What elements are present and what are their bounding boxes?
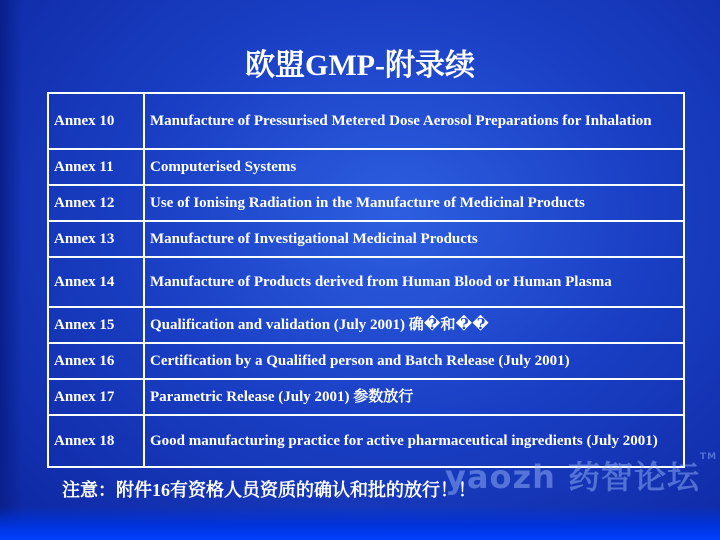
annex-number: Annex 15 — [48, 307, 144, 343]
annex-description: Manufacture of Pressurised Metered Dose Aerosol Preparations for Inhalation — [144, 93, 684, 149]
watermark-logo — [445, 452, 717, 498]
note-text: 注意：附件16有资格人员资质的确认和批的放行！！ — [62, 480, 476, 500]
slide-title: 欧盟GMP-附录续 — [245, 49, 475, 82]
table-row — [48, 343, 684, 379]
annex-number: Annex 17 — [48, 379, 144, 415]
annex-number: Annex 10 — [48, 93, 144, 149]
annex-description: Good manufacturing practice for active pharmaceutical ingredients (July 2001) — [144, 415, 684, 467]
bottom-decorative-band — [0, 506, 720, 540]
annex-number: Annex 11 — [48, 149, 144, 185]
annex-description: Parametric Release (July 2001) 参数放行 — [144, 379, 684, 415]
annex-description: Computerised Systems — [144, 149, 684, 185]
annex-number: Annex 18 — [48, 415, 144, 467]
table-row — [48, 185, 684, 221]
table-row — [48, 93, 684, 149]
table-row — [48, 307, 684, 343]
annex-description: Qualification and validation (July 2001) 确�和�� — [144, 307, 684, 343]
table-row — [48, 379, 684, 415]
table-row — [48, 257, 684, 307]
table-row — [48, 149, 684, 185]
annex-table — [47, 92, 685, 468]
annex-description: Manufacture of Investigational Medicinal Products — [144, 221, 684, 257]
table-row — [48, 221, 684, 257]
annex-number: Annex 12 — [48, 185, 144, 221]
annex-number: Annex 16 — [48, 343, 144, 379]
annex-number: Annex 13 — [48, 221, 144, 257]
annex-description: Manufacture of Products derived from Human Blood or Human Plasma — [144, 257, 684, 307]
watermark-text: yaozh 药智论坛 — [445, 458, 700, 496]
annex-description: Certification by a Qualified person and Batch Release (July 2001) — [144, 343, 684, 379]
annex-description: Use of Ionising Radiation in the Manufacture of Medicinal Products — [144, 185, 684, 221]
trademark-mark: TM — [700, 452, 718, 462]
annex-number: Annex 14 — [48, 257, 144, 307]
